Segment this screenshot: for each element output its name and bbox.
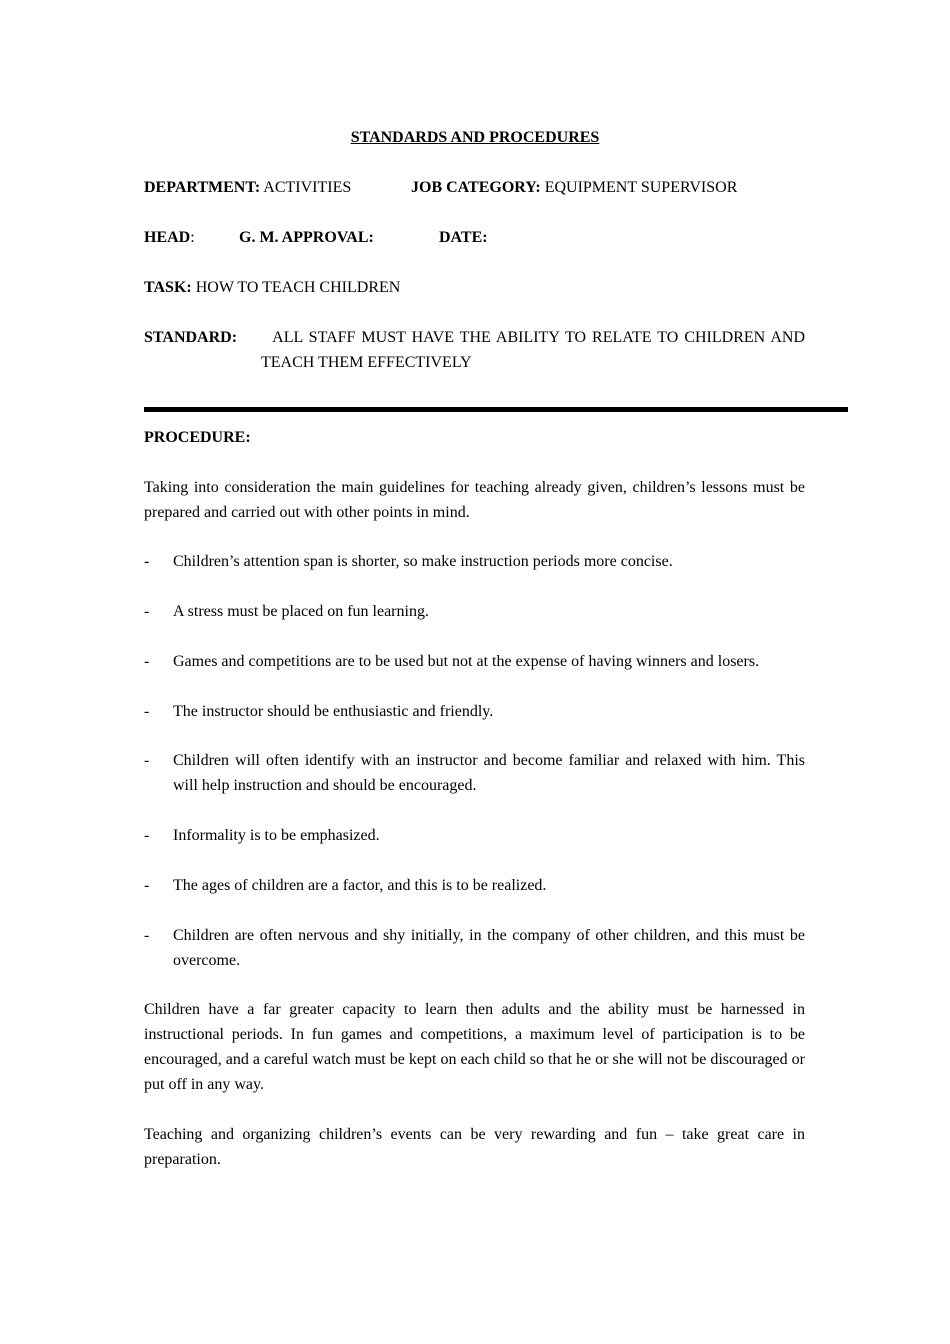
list-item — [144, 923, 805, 973]
bullet-dash: - — [144, 752, 150, 769]
job-category-field — [411, 175, 737, 200]
list-item-text: Children will often identify with an instructor and become familiar and relaxed with him. This will help instruction and should be encouraged. — [173, 752, 805, 794]
bullet-dash: - — [144, 927, 150, 944]
list-item-text: The ages of children are a factor, and this is to be realized. — [173, 877, 547, 894]
list-item-text: The instructor should be enthusiastic and friendly. — [173, 703, 494, 720]
task-value: HOW TO TEACH CHILDREN — [195, 279, 401, 296]
head-colon: : — [190, 229, 195, 246]
bullet-dash: - — [144, 877, 150, 894]
standard-line-1 — [144, 325, 805, 350]
list-item — [144, 748, 805, 798]
list-item — [144, 873, 805, 898]
task-label: TASK: — [144, 279, 192, 296]
job-category-value: EQUIPMENT SUPERVISOR — [544, 179, 738, 196]
procedure-heading: PROCEDURE: — [144, 429, 251, 446]
date-label: DATE: — [439, 229, 488, 246]
list-item — [144, 699, 805, 724]
list-item-text: A stress must be placed on fun learning. — [173, 603, 429, 620]
document-title: STANDARDS AND PROCEDURES — [350, 129, 600, 146]
department-value: ACTIVITIES — [263, 179, 352, 196]
list-item — [144, 549, 805, 574]
head-field — [144, 225, 195, 250]
bullet-dash: - — [144, 703, 150, 720]
standard-text-2: TEACH THEM EFFECTIVELY — [261, 354, 472, 371]
standard-label: STANDARD: — [144, 329, 238, 346]
department-field — [144, 175, 351, 200]
list-item-text: Games and competitions are to be used but not at the expense of having winners and losers. — [173, 653, 760, 670]
head-label: HEAD — [144, 229, 191, 246]
bullet-dash: - — [144, 603, 150, 620]
closing-paragraph: Teaching and organizing children’s events can be very rewarding and fun – take great care in preparation. — [144, 1126, 805, 1168]
standard-text-1: ALL STAFF MUST HAVE THE ABILITY TO RELATE TO CHILDREN AND — [272, 329, 805, 346]
list-item — [144, 649, 805, 674]
department-label: DEPARTMENT: — [144, 179, 261, 196]
list-item-text: Children’s attention span is shorter, so make instruction periods more concise. — [173, 553, 673, 570]
list-item-text: Informality is to be emphasized. — [173, 827, 380, 844]
list-item — [144, 823, 805, 848]
section-divider — [144, 407, 848, 412]
list-item — [144, 599, 805, 624]
gm-approval-label: G. M. APPROVAL: — [239, 229, 374, 246]
job-category-label: JOB CATEGORY: — [411, 179, 541, 196]
capacity-paragraph: Children have a far greater capacity to learn then adults and the ability must be harnessed in instructional periods. In fun games and competitions, a maximum level of participation is to be encouraged, and a careful watch must be kept on each child so that he or she will not be discouraged or put off in any way. — [144, 1001, 805, 1093]
bullet-dash: - — [144, 827, 150, 844]
list-item-text: Children are often nervous and shy initially, in the company of other children, and this must be overcome. — [173, 927, 805, 969]
procedure-intro: Taking into consideration the main guidelines for teaching already given, children’s lessons must be prepared and carried out with other points in mind. — [144, 479, 805, 521]
bullet-dash: - — [144, 553, 150, 570]
bullet-dash: - — [144, 653, 150, 670]
task-field — [144, 275, 400, 300]
